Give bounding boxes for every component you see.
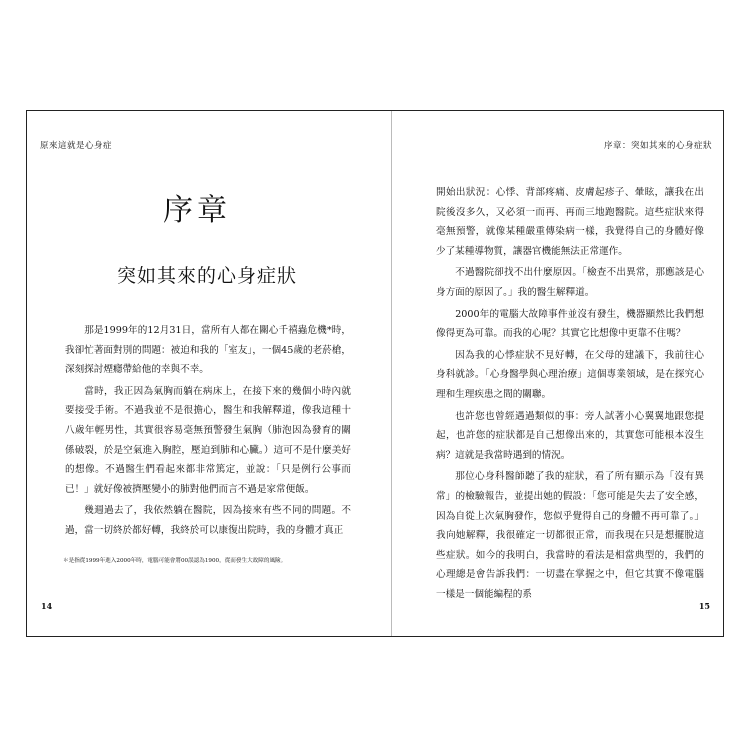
paragraph: 開始出狀況：心悸、背部疼痛、皮膚起疹子、暈眩，讓我在出院後沒多久，又必須一而再、再而三地跑醫院。這些症狀來得毫無預警，就像某種嚴重傳染病一樣，我覺得自己的身體好像少了某種導物質，讓器官機能無法正常運作。 (436, 187, 704, 257)
paragraph: 那位心身科醫師聽了我的症狀，看了所有顯示為「沒有異常」的檢驗報告，並提出她的假設：「您可能是失去了安全感，因為自從上次氣胸發作，您似乎覺得自己的身體不再可靠了。」我向她解釋，我很確定一切都很正常，而我現在只是想擺脫這些症狀。如今的我明白，我當時的看法是相當典型的，我們的心理總是會告訴我們：一切盡在掌握之中，但它其實不像電腦一樣是一個能編程的系 (436, 471, 704, 600)
paragraph: 因為我的心悸症狀不見好轉，在父母的建議下，我前往心身科就診。「心身醫學與心理治療」這個專業領域，是在探究心理和生理疾患之間的關聯。 (436, 349, 704, 400)
paragraph: 不過醫院卻找不出什麼原因。「檢查不出異常，那應該是心身方面的原因了。」我的醫生解釋道。 (436, 267, 704, 298)
chapter-subtitle: 突如其來的心身症狀 (116, 265, 297, 287)
left-page-number: 14 (41, 601, 53, 611)
chapter-title: 序章 (163, 193, 231, 228)
left-page (27, 111, 391, 636)
paragraph: 那是1999年的12月31日，當所有人都在關心千禧蟲危機*時，我卻忙著面對別的問題：被迫和我的「室友」，一個45歲的老菸槍，深刻探討煙癮帶給他的幸與不幸。 (65, 325, 351, 376)
right-body-text (436, 183, 704, 606)
right-running-head: 序章：突如其來的心身症狀 (603, 141, 712, 151)
paragraph: 當時，我正因為氣胸而躺在病床上，在接下來的幾個小時內就要接受手術。不過我並不是很擔心，醫生和我解釋道，像我這種十八歲年輕男性，其實很容易毫無預警發生氣胸（肺泡因為發育的關係破裂，於是空氣進入胸腔，壓迫到肺和心臟。）這可不是什麼美好的想像。不過醫生們看起來都非常篤定，並說：「只是例行公事而已！」就好像被擠壓變小的肺對他們而言不過是家常便飯。 (65, 385, 351, 495)
right-page-number: 15 (698, 601, 710, 611)
right-page (392, 111, 724, 636)
left-running-head: 原來這就是心身症 (40, 141, 113, 151)
paragraph: 也許您也曾經遇過類似的事：旁人試著小心翼翼地跟您提起，也許您的症狀都是自己想像出來的，其實您可能根本沒生病？這就是我當時遇到的情況。 (436, 410, 704, 461)
paragraph: 2000年的電腦大故障事件並沒有發生，機器顯然比我們想像得更為可靠。而我的心呢？其實它比想像中更靠不住嗎？ (436, 308, 704, 340)
book-spread (26, 110, 724, 637)
footnote: ＊是指從1999年進入2000年時，電腦可能會將00誤認為1900，從而發生大故障的風險。 (63, 558, 287, 564)
left-body-text (65, 321, 351, 543)
paragraph: 幾週過去了，我依然躺在醫院，因為接來有些不同的問題。不過，當一切終於都好轉，我終於可以康復出院時，我的身體才真正 (65, 505, 351, 536)
